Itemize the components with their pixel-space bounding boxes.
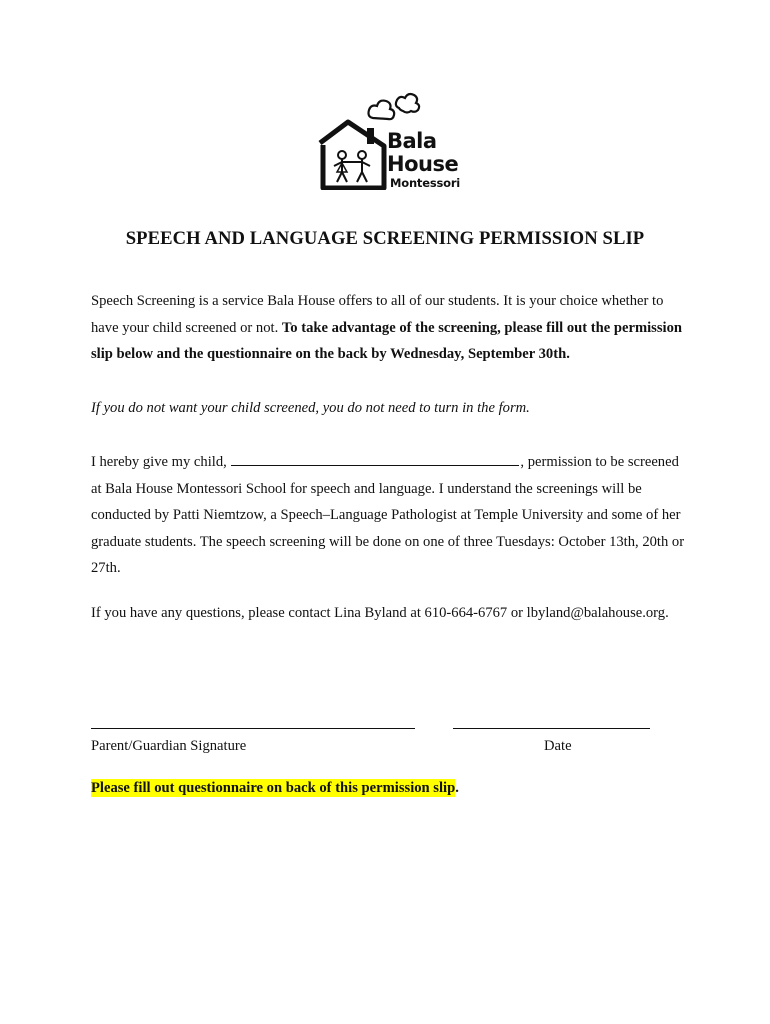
permission-paragraph [91, 449, 691, 582]
logo-text-montessori: Montessori [390, 176, 461, 190]
signature-field[interactable] [91, 728, 415, 729]
opt-out-note: If you do not want your child screened, you do not need to turn in the form. [91, 400, 530, 416]
bala-house-logo [317, 92, 461, 190]
intro-paragraph [91, 288, 691, 368]
signature-label: Parent/Guardian Signature [91, 738, 247, 754]
questionnaire-notice [91, 780, 459, 797]
logo-text-house: House [387, 152, 459, 176]
child-name-field[interactable] [231, 451, 519, 466]
intro-deadline-text: To take advantage of the screening, please fill out the permission slip below and the questionnaire on the back by Wednesday, September 30th. [91, 319, 682, 363]
highlighted-notice-text: Please fill out questionnaire on back of this permission slip [91, 780, 456, 796]
intro-text: Speech Screening is a service Bala House offers to all of our students. It is your choice whether to have your child screened or not. [91, 293, 664, 336]
permission-body-text: , permission to be screened at Bala House Montessori School for speech and language. I understand the screenings will be conducted by Patti Niemtzow, a Speech–Language Pathologist at Temple University and some of her graduate students. The speech screening will be done on one of three Tuesdays: October 13th, 20th or 27th. [91, 454, 685, 577]
logo-text-bala: Bala [387, 129, 437, 153]
contact-paragraph: If you have any questions, please contact Lina Byland at 610-664-6767 or lbyland@balahouse.org. [91, 605, 669, 621]
permission-lead-text: I hereby give my child, [91, 454, 231, 470]
page-title: SPEECH AND LANGUAGE SCREENING PERMISSION SLIP [125, 228, 645, 249]
notice-trailing-text: . [455, 780, 459, 796]
date-label: Date [544, 738, 572, 754]
date-field[interactable] [453, 728, 650, 729]
